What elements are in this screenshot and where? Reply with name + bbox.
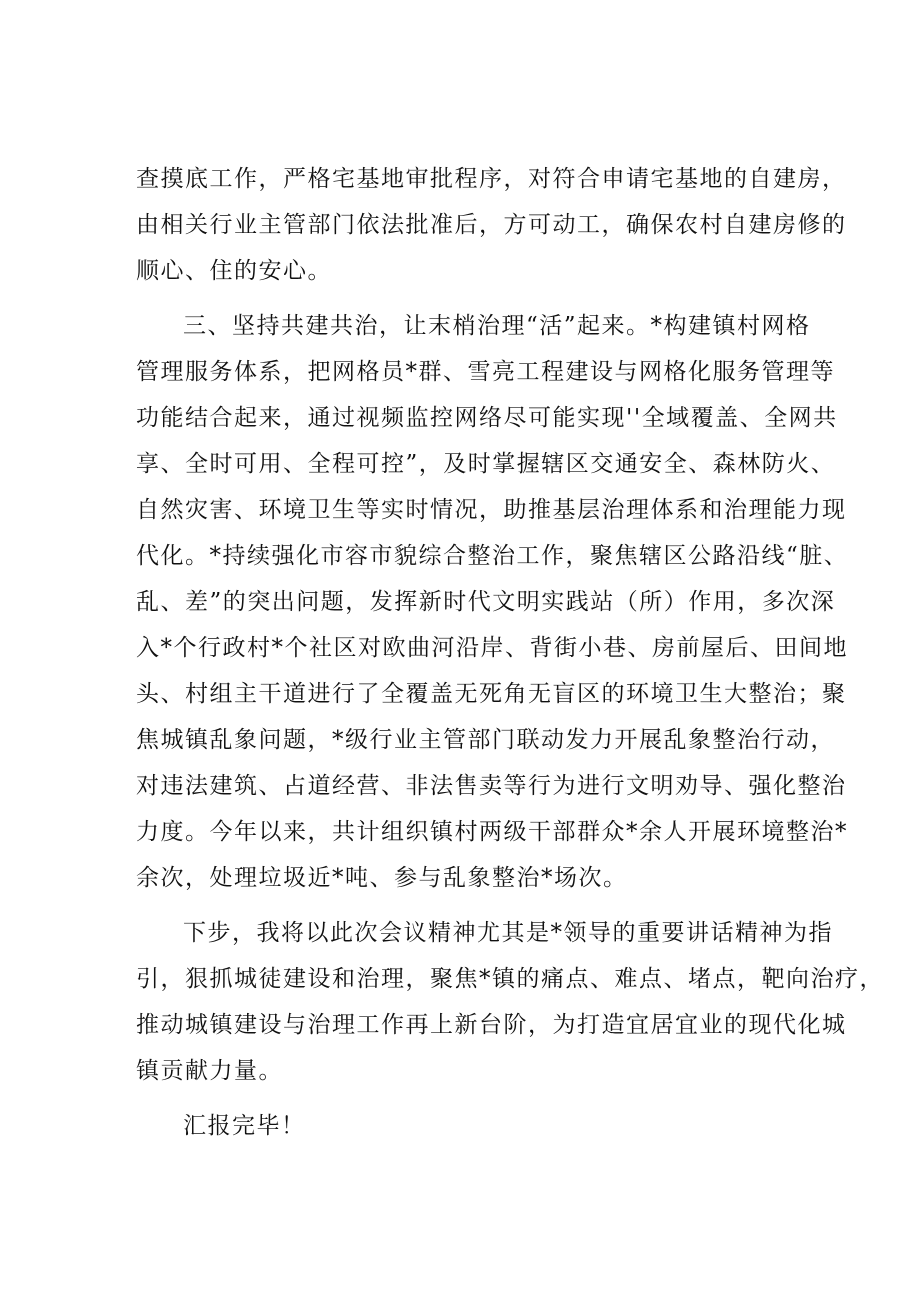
- paragraph-4: [136, 1103, 808, 1149]
- text-line: 引，狠抓城徒建设和治理，聚焦*镇的痛点、难点、堵点，靶向治疗，: [136, 966, 884, 992]
- text-line: 三、坚持共建共治，让末梢治理“活”起来。*构建镇村网格: [183, 313, 811, 339]
- text-line: 管理服务体系，把网格员*群、雪亮工程建设与网格化服务管理等: [136, 359, 835, 385]
- text-line: 焦城镇乱象问题，*级行业主管部门联动发力开展乱象整治行动，: [136, 727, 835, 753]
- text-line: 顺心、住的安心。: [136, 258, 332, 284]
- text-line: 推动城镇建设与治理工作再上新台阶，为打造宜居宜业的现代化城: [136, 1012, 847, 1038]
- text-line: 头、村组主干道进行了全覆盖无死角无盲区的环境卫生大整治；聚: [136, 681, 847, 707]
- text-line: 入*个行政村*个社区对欧曲河沿岸、背街小巷、房前屋后、田间地: [136, 635, 848, 661]
- paragraph-3: [136, 910, 884, 1094]
- text-line: 享、全时可用、全程可控”，及时掌握辖区交通安全、森林防火、: [136, 451, 836, 477]
- text-line: 对违法建筑、占道经营、非法售卖等行为进行文明劝导、强化整治: [136, 773, 847, 799]
- text-line: 代化。*持续强化市容市貌综合整治工作，聚焦辖区公路沿线“脏、: [136, 543, 849, 569]
- text-line: 乱、差”的突出问题，发挥新时代文明实践站（所）作用，多次深: [136, 589, 836, 615]
- text-line: 自然灾害、环境卫生等实时情况，助推基层治理体系和治理能力现: [136, 497, 847, 523]
- document-body: [136, 156, 884, 1149]
- text-line: 汇报完毕！: [183, 1113, 306, 1139]
- paragraph-1: [136, 156, 847, 294]
- text-line: 由相关行业主管部门依法批准后，方可动工，确保农村自建房修的: [136, 212, 847, 238]
- text-line: 镇贡献力量。: [136, 1058, 283, 1084]
- text-line: 功能结合起来，通过视频监控网络尽可能实现''全域覆盖、全网共: [136, 405, 838, 431]
- text-line: 查摸底工作，严格宅基地审批程序，对符合申请宅基地的自建房，: [136, 166, 847, 192]
- text-line: 力度。今年以来，共计组织镇村两级干部群众*余人开展环境整治*: [136, 819, 848, 845]
- text-line: 余次，处理垃圾近*吨、参与乱象整治*场次。: [136, 865, 628, 891]
- text-line: 下步，我将以此次会议精神尤其是*领导的重要讲话精神为指: [183, 920, 833, 946]
- paragraph-2: [136, 303, 849, 901]
